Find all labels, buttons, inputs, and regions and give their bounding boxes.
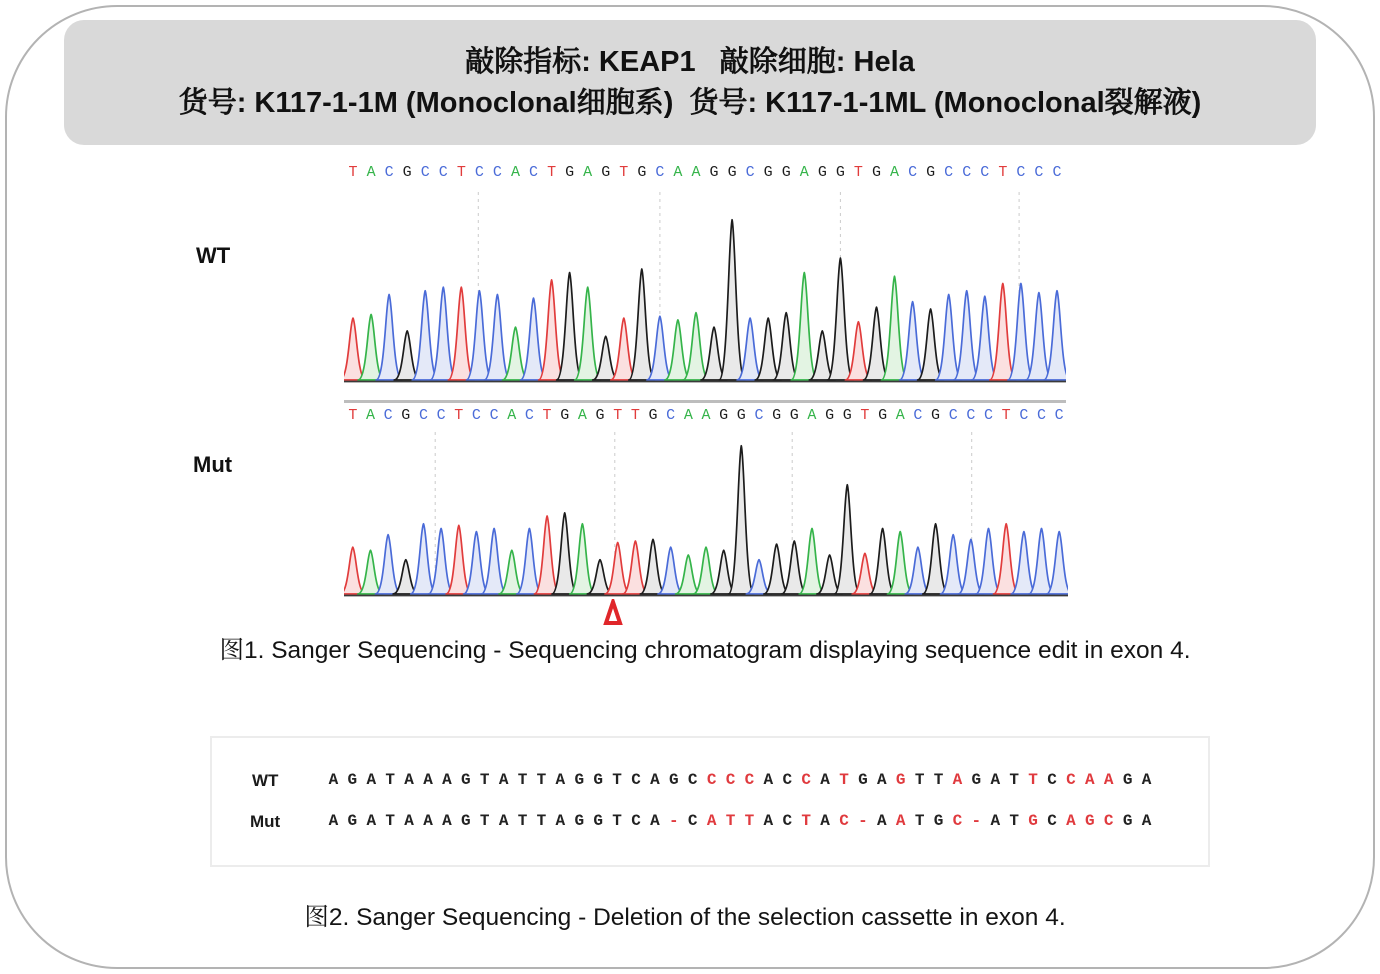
base-letter: G (878, 407, 888, 424)
base-letter: G (763, 164, 773, 181)
base-letter: T (630, 407, 640, 424)
base-letter: C (529, 164, 539, 181)
base-letter: G (560, 407, 570, 424)
alignment-base-letter: T (385, 812, 395, 830)
alignment-base-letter: A (404, 812, 414, 830)
alignment-base-letter: C (687, 812, 698, 830)
base-letter: A (691, 164, 701, 181)
base-letter: C (754, 407, 764, 424)
alignment-base-letter: T (612, 812, 622, 830)
base-letter: T (454, 407, 464, 424)
alignment-wt-row (324, 770, 1156, 790)
alignment-base-letter: A (555, 812, 566, 830)
base-letter: G (401, 407, 411, 424)
alignment-base-letter: T (1009, 771, 1019, 789)
alignment-mut-row (324, 811, 1156, 831)
base-letter: C (438, 164, 448, 181)
alignment-base-letter: C (631, 771, 641, 789)
base-letter: C (1016, 164, 1026, 181)
base-letter: C (471, 407, 481, 424)
alignment-base-letter: G (461, 812, 471, 830)
alignment-base-letter: A (366, 812, 377, 830)
base-letter: T (613, 407, 623, 424)
alignment-base-letter: A (1103, 771, 1114, 789)
alignment-base-letter: - (971, 812, 982, 830)
alignment-base-letter: A (877, 812, 887, 830)
alignment-base-letter: C (1047, 812, 1057, 830)
alignment-base-letter: A (1141, 771, 1152, 789)
base-letter: A (807, 407, 817, 424)
alignment-base-letter: A (498, 812, 509, 830)
base-letter: C (908, 164, 918, 181)
base-letter: C (913, 407, 923, 424)
alignment-base-letter: C (782, 771, 793, 789)
base-letter: T (1001, 407, 1011, 424)
base-letter: A (673, 164, 683, 181)
alignment-base-letter: A (328, 771, 339, 789)
header-line-1: 敲除指标: KEAP1 敲除细胞: Hela (465, 46, 915, 79)
base-letter: G (926, 164, 936, 181)
alignment-base-letter: G (461, 771, 471, 789)
mut-sequence-row (344, 407, 1068, 425)
alignment-base-letter: A (877, 771, 887, 789)
trace-divider (344, 400, 1066, 403)
base-letter: T (853, 164, 863, 181)
base-letter: C (436, 407, 446, 424)
alignment-base-letter: T (517, 812, 528, 830)
alignment-base-letter: G (895, 771, 906, 789)
base-letter: G (719, 407, 729, 424)
alignment-base-letter: A (706, 812, 717, 830)
alignment-base-letter: T (517, 771, 528, 789)
wt-chromatogram (344, 190, 1066, 388)
alignment-base-letter: T (1028, 771, 1038, 789)
alignment-base-letter: A (820, 771, 830, 789)
base-letter: G (736, 407, 746, 424)
alignment-base-letter: T (1009, 812, 1019, 830)
wt-sequence-row (344, 164, 1066, 182)
alignment-base-letter: T (536, 812, 547, 830)
base-letter: C (474, 164, 484, 181)
base-letter: G (842, 407, 852, 424)
base-letter: C (420, 164, 430, 181)
alignment-base-letter: G (574, 812, 585, 830)
alignment-base-letter: T (744, 812, 755, 830)
alignment-base-letter: A (952, 771, 963, 789)
base-letter: C (948, 407, 958, 424)
base-letter: C (1019, 407, 1029, 424)
base-letter: G (565, 164, 575, 181)
alignment-base-letter: C (839, 812, 849, 830)
base-letter: G (402, 164, 412, 181)
base-letter: T (547, 164, 557, 181)
base-letter: C (944, 164, 954, 181)
mut-chromatogram (344, 430, 1068, 602)
base-letter: C (745, 164, 755, 181)
base-letter: G (835, 164, 845, 181)
base-letter: G (595, 407, 605, 424)
base-letter: T (348, 407, 358, 424)
base-letter: A (583, 164, 593, 181)
alignment-base-letter: A (423, 812, 433, 830)
mutation-triangle-icon (603, 599, 623, 627)
alignment-base-letter: A (442, 771, 452, 789)
alignment-base-letter: T (933, 771, 944, 789)
alignment-base-letter: G (1122, 771, 1133, 789)
alignment-base-letter: A (763, 812, 774, 830)
alignment-base-letter: T (385, 771, 395, 789)
alignment-base-letter: - (669, 812, 679, 830)
alignment-base-letter: C (801, 771, 811, 789)
base-letter: A (701, 407, 711, 424)
base-letter: T (542, 407, 552, 424)
base-letter: T (348, 164, 358, 181)
alignment-mut-label: Mut (250, 812, 281, 831)
base-letter: G (789, 407, 799, 424)
base-letter: T (619, 164, 629, 181)
alignment-base-letter: G (347, 771, 358, 789)
alignment-base-letter: A (990, 812, 1001, 830)
alignment-base-letter: G (933, 812, 944, 830)
alignment-base-letter: T (839, 771, 849, 789)
alignment-base-letter: A (990, 771, 1001, 789)
base-letter: G (931, 407, 941, 424)
alignment-base-letter: G (858, 771, 868, 789)
alignment-wt-label: WT (252, 771, 279, 790)
base-letter: C (1052, 164, 1062, 181)
alignment-base-letter: A (555, 771, 566, 789)
base-letter: A (890, 164, 900, 181)
base-letter: G (601, 164, 611, 181)
base-letter: C (655, 164, 665, 181)
alignment-base-letter: T (914, 812, 925, 830)
base-letter: A (799, 164, 809, 181)
alignment-box (210, 736, 1210, 867)
alignment-base-letter: A (366, 771, 377, 789)
base-letter: G (727, 164, 737, 181)
alignment-base-letter: A (820, 812, 830, 830)
base-letter: G (825, 407, 835, 424)
alignment-base-letter: C (1047, 771, 1057, 789)
alignment-base-letter: A (650, 771, 660, 789)
alignment-base-letter: A (895, 812, 906, 830)
header-line-2: 货号: K117-1-1M (Monoclonal细胞系) 货号: K117-1-1ML (Monoclonal裂解液) (178, 86, 1202, 119)
alignment-base-letter: G (593, 771, 603, 789)
alignment-base-letter: T (612, 771, 622, 789)
base-letter: A (895, 407, 905, 424)
mut-trace-label: Mut (193, 452, 233, 477)
base-letter: G (709, 164, 719, 181)
alignment-base-letter: C (782, 812, 793, 830)
wt-trace-label: WT (196, 243, 231, 268)
alignment-base-letter: C (631, 812, 641, 830)
alignment-base-letter: G (1028, 812, 1038, 830)
base-letter: T (456, 164, 466, 181)
alignment-base-letter: C (1103, 812, 1114, 830)
base-letter: A (507, 407, 517, 424)
base-letter: G (781, 164, 791, 181)
base-letter: A (365, 407, 375, 424)
alignment-base-letter: C (744, 771, 755, 789)
figure1-caption: 图1. Sanger Sequencing - Sequencing chromatogram displaying sequence edit in exon 4. (219, 637, 1191, 664)
base-letter: G (772, 407, 782, 424)
base-letter: T (998, 164, 1008, 181)
base-letter: C (1054, 407, 1064, 424)
alignment-base-letter: G (574, 771, 585, 789)
base-letter: C (1034, 164, 1044, 181)
alignment-base-letter: T (479, 771, 490, 789)
alignment-base-letter: G (669, 771, 679, 789)
base-letter: C (980, 164, 990, 181)
figure2-caption: 图2. Sanger Sequencing - Deletion of the selection cassette in exon 4. (304, 904, 1066, 931)
alignment-base-letter: A (328, 812, 339, 830)
alignment-base-letter: A (1085, 771, 1095, 789)
base-letter: A (366, 164, 376, 181)
base-letter: C (418, 407, 428, 424)
alignment-base-letter: A (404, 771, 414, 789)
alignment-base-letter: G (1085, 812, 1095, 830)
alignment-base-letter: C (725, 771, 736, 789)
base-letter: C (984, 407, 994, 424)
alignment-base-letter: A (1141, 812, 1152, 830)
alignment-base-letter: C (687, 771, 698, 789)
base-letter: C (966, 407, 976, 424)
base-letter: G (817, 164, 827, 181)
header-box (64, 20, 1316, 145)
base-letter: C (383, 407, 393, 424)
alignment-base-letter: A (442, 812, 452, 830)
base-letter: C (492, 164, 502, 181)
alignment-base-letter: T (479, 812, 490, 830)
alignment-base-letter: T (725, 812, 736, 830)
base-letter: T (860, 407, 870, 424)
base-letter: C (962, 164, 972, 181)
base-letter: C (524, 407, 534, 424)
base-letter: C (666, 407, 676, 424)
alignment-base-letter: T (801, 812, 811, 830)
alignment-base-letter: G (971, 771, 982, 789)
alignment-base-letter: A (763, 771, 774, 789)
alignment-base-letter: A (498, 771, 509, 789)
alignment-base-letter: G (347, 812, 358, 830)
base-letter: G (871, 164, 881, 181)
alignment-base-letter: A (423, 771, 433, 789)
base-letter: A (510, 164, 520, 181)
alignment-base-letter: C (706, 771, 717, 789)
alignment-base-letter: C (952, 812, 963, 830)
alignment-base-letter: G (593, 812, 603, 830)
base-letter: G (637, 164, 647, 181)
alignment-base-letter: T (536, 771, 547, 789)
base-letter: A (577, 407, 587, 424)
alignment-base-letter: A (650, 812, 660, 830)
alignment-base-letter: - (858, 812, 868, 830)
base-letter: C (384, 164, 394, 181)
alignment-base-letter: A (1066, 812, 1076, 830)
base-letter: A (683, 407, 693, 424)
alignment-base-letter: G (1122, 812, 1133, 830)
alignment-base-letter: C (1066, 771, 1076, 789)
base-letter: C (1036, 407, 1046, 424)
base-letter: C (489, 407, 499, 424)
alignment-base-letter: T (914, 771, 925, 789)
base-letter: G (648, 407, 658, 424)
